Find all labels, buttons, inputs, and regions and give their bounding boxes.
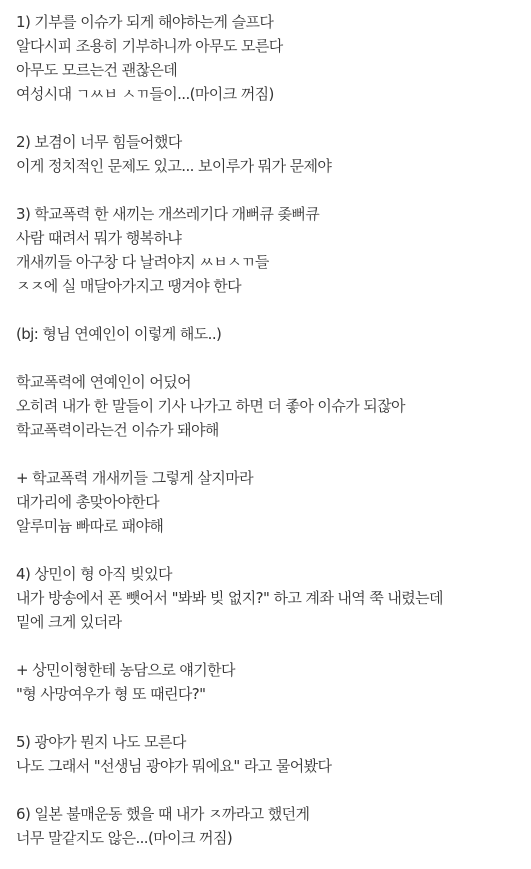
paragraph-10	[16, 802, 528, 850]
text-line: 아무도 모르는건 괜찮은데	[16, 61, 178, 79]
paragraph-spacer	[16, 298, 528, 322]
text-line: 학교폭력에 연예인이 어딨어	[16, 373, 192, 391]
text-line: 2) 보겸이 너무 힘들어했다	[16, 133, 182, 151]
paragraph-6	[16, 466, 528, 538]
text-line: 오히려 내가 한 말들이 기사 나가고 하면 더 좋아 이슈가 되잖아	[16, 397, 405, 415]
paragraph-1	[16, 10, 528, 106]
paragraph-spacer	[16, 106, 528, 130]
text-line: (bj: 형님 연예인이 이렇게 해도..)	[16, 325, 222, 343]
text-line: + 학교폭력 개새끼들 그렇게 살지마라	[16, 469, 253, 487]
text-line: 밑에 크게 있더라	[16, 613, 122, 631]
paragraph-5	[16, 370, 528, 442]
paragraph-8	[16, 658, 528, 706]
text-line: 학교폭력이라는건 이슈가 돼야해	[16, 421, 219, 439]
text-line: 여성시대 ㄱㅆㅂ ㅅㄲ들이...(마이크 꺼짐)	[16, 85, 274, 103]
paragraph-spacer	[16, 346, 528, 370]
text-line: 알루미늄 빠따로 패야해	[16, 517, 164, 535]
paragraph-spacer	[16, 706, 528, 730]
paragraph-2	[16, 130, 528, 178]
text-line: + 상민이형한테 농담으로 얘기한다	[16, 661, 235, 679]
text-line: "형 사망여우가 형 또 때린다?"	[16, 685, 206, 703]
text-line: ㅈㅈ에 실 매달아가지고 땡겨야 한다	[16, 277, 242, 295]
text-line: 4) 상민이 형 아직 빚있다	[16, 565, 172, 583]
paragraph-3	[16, 202, 528, 298]
text-line: 6) 일본 불매운동 했을 때 내가 ㅈ까라고 했던게	[16, 805, 310, 823]
paragraph-spacer	[16, 442, 528, 466]
text-line: 5) 광야가 뭔지 나도 모른다	[16, 733, 186, 751]
paragraph-9	[16, 730, 528, 778]
paragraph-spacer	[16, 634, 528, 658]
text-line: 알다시피 조용히 기부하니까 아무도 모른다	[16, 37, 283, 55]
text-line: 이게 정치적인 문제도 있고... 보이루가 뭐가 문제야	[16, 157, 332, 175]
text-line: 사람 때려서 뭐가 행복하냐	[16, 229, 182, 247]
paragraph-spacer	[16, 178, 528, 202]
text-line: 1) 기부를 이슈가 되게 해야하는게 슬프다	[16, 13, 274, 31]
text-line: 3) 학교폭력 한 새끼는 개쓰레기다 개뻐큐 좆뻐큐	[16, 205, 320, 223]
paragraph-7	[16, 562, 528, 634]
text-line: 개새끼들 아구창 다 날려야지 ㅆㅂㅅㄲ들	[16, 253, 269, 271]
document-body	[16, 10, 528, 850]
text-line: 대가리에 총맞아야한다	[16, 493, 160, 511]
paragraph-4	[16, 322, 528, 346]
paragraph-spacer	[16, 778, 528, 802]
paragraph-spacer	[16, 538, 528, 562]
text-line: 내가 방송에서 폰 뺏어서 "봐봐 빚 없지?" 하고 계좌 내역 쭉 내렸는데	[16, 589, 443, 607]
text-line: 나도 그래서 "선생님 광야가 뭐에요" 라고 물어봤다	[16, 757, 332, 775]
text-line: 너무 말같지도 않은...(마이크 꺼짐)	[16, 829, 233, 847]
